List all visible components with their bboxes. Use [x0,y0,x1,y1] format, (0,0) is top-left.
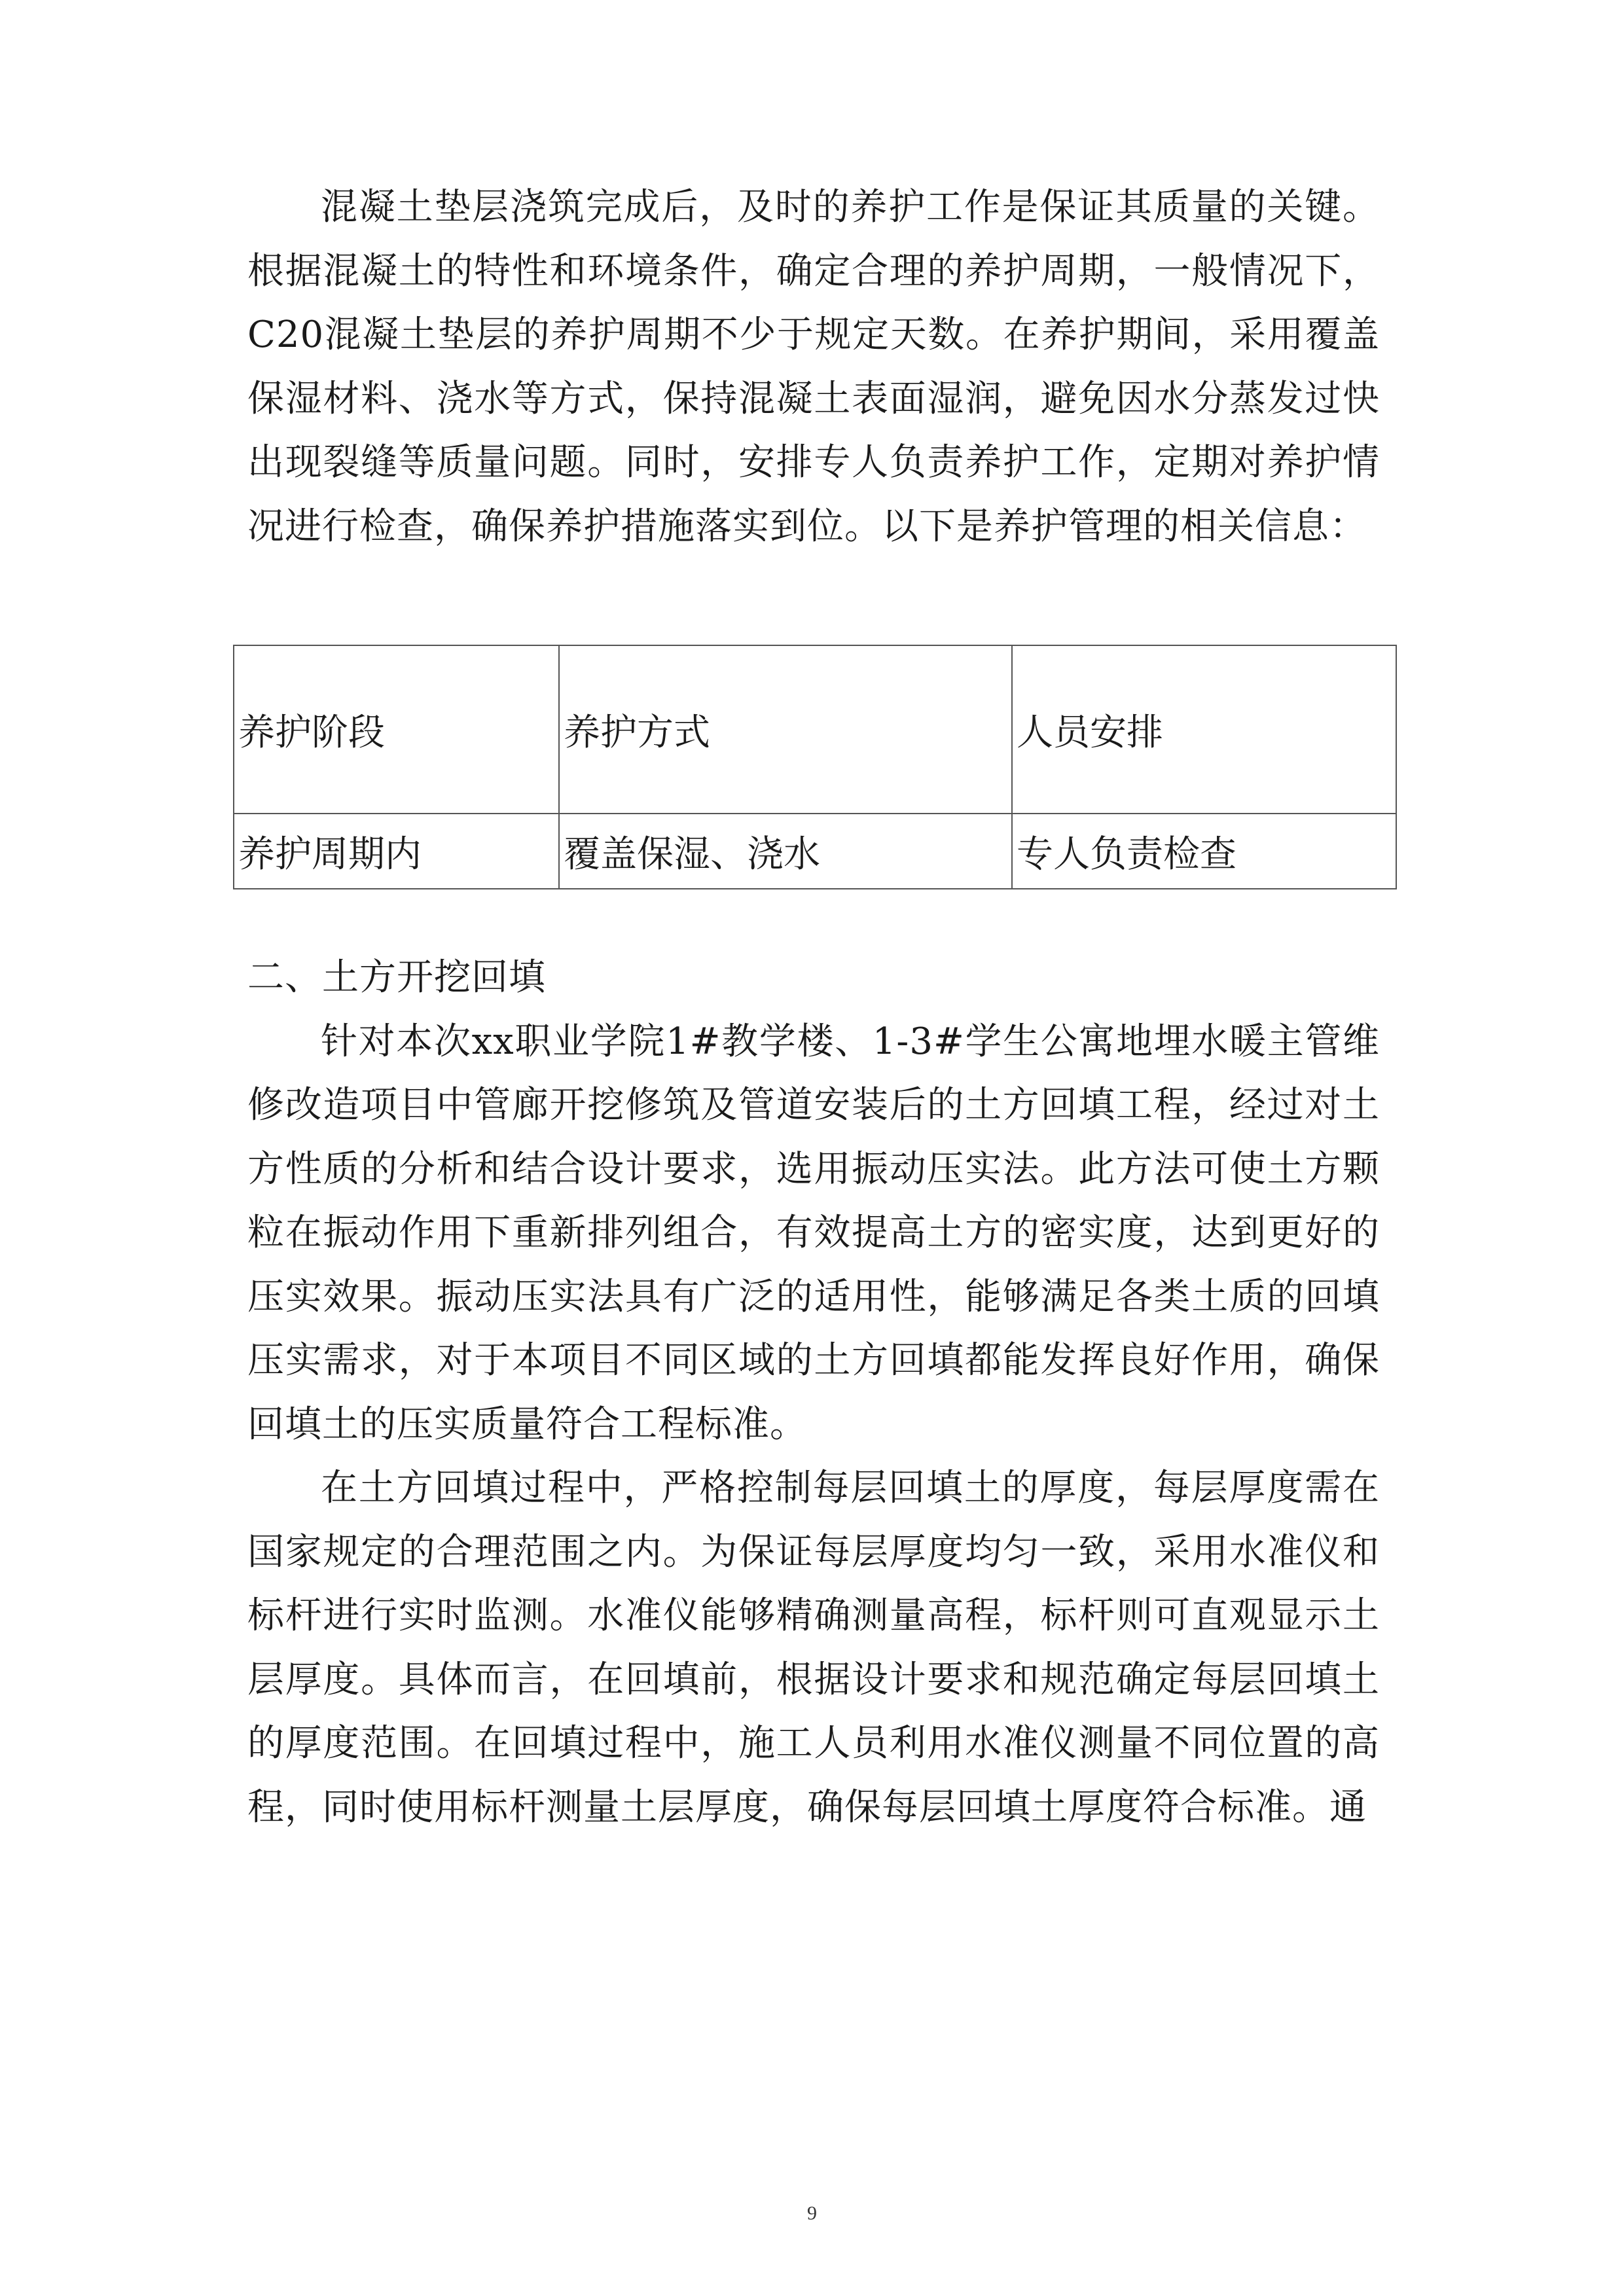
earthwork-paragraph-1: 针对本次xx职业学院1#教学楼、1-3#学生公寓地埋水暖主管维修改造项目中管廊开挖修筑及管道安装后的土方回填工程，经过对土方性质的分析和结合设计要求，选用振动压实法。此方法可使土方颗粒在振动作用下重新排列组合，有效提高土方的密实度，达到更好的压实效果。振动压实法具有广泛的适用性，能够满足各类土质的回填压实需求，对于本项目不同区域的土方回填都能发挥良好作用，确保回填土的压实质量符合工程标准。 [247,1020,1380,1446]
table-row [234,814,1396,889]
table-header-row [234,645,1396,814]
table-cell-method: 覆盖保湿、浇水 [559,814,1012,889]
earthwork-paragraph-2: 在土方回填过程中，严格控制每层回填土的厚度，每层厚度需在国家规定的合理范围之内。为保证每层厚度均匀一致，采用水准仪和标杆进行实时监测。水准仪能够精确测量高程，标杆则可直观显示土层厚度。具体而言，在回填前，根据设计要求和规范确定每层回填土的厚度范围。在回填过程中，施工人员利用水准仪测量不同位置的高程，同时使用标杆测量土层厚度，确保每层回填土厚度符合标准。通 [247,1467,1380,1829]
curing-paragraph: 混凝土垫层浇筑完成后，及时的养护工作是保证其质量的关键。根据混凝土的特性和环境条件，确定合理的养护周期，一般情况下，C20混凝土垫层的养护周期不少于规定天数。在养护期间，采用覆盖保湿材料、浇水等方式，保持混凝土表面湿润，避免因水分蒸发过快出现裂缝等质量问题。同时，安排专人负责养护工作，定期对养护情况进行检查，确保养护措施落实到位。以下是养护管理的相关信息： [247,186,1380,548]
table-header-cell-method: 养护方式 [559,645,1012,814]
curing-table [233,645,1397,889]
curing-table-wrapper [233,645,1396,889]
section-heading: 二、土方开挖回填 [247,956,546,999]
table-cell-staff: 专人负责检查 [1012,814,1396,889]
table-cell-stage: 养护周期内 [234,814,559,889]
table-header-cell-staff: 人员安排 [1012,645,1396,814]
table-header-cell-stage: 养护阶段 [234,645,559,814]
page-number: 9 [807,2202,817,2224]
top-section [247,175,1380,558]
earthwork-section [247,946,1380,1839]
